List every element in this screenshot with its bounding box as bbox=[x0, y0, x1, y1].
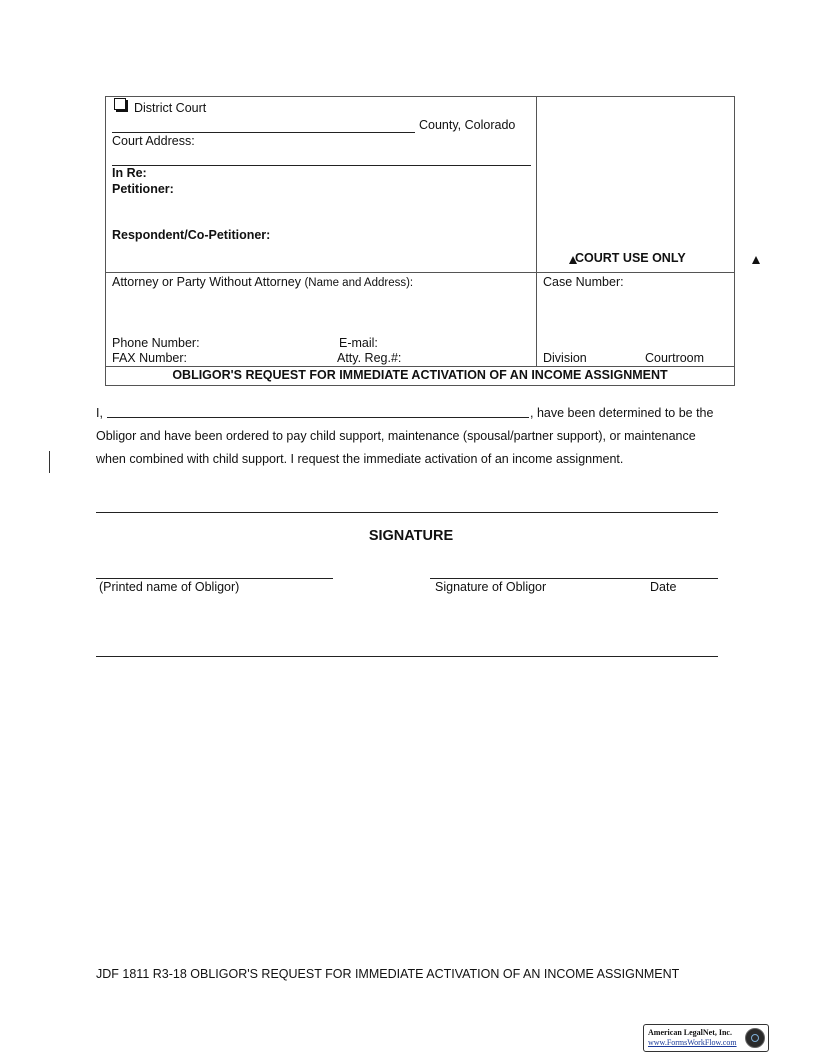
court-address-label: Court Address: bbox=[112, 134, 195, 148]
case-number-label: Case Number: bbox=[543, 275, 624, 289]
court-use-only-label: COURT USE ONLY bbox=[575, 251, 686, 265]
email-label: E-mail: bbox=[339, 336, 378, 350]
top-signature-rule bbox=[96, 512, 718, 513]
body-line1-prefix: I, bbox=[96, 406, 103, 420]
caption-divider-vertical bbox=[536, 96, 537, 367]
respondent-label: Respondent/Co-Petitioner: bbox=[112, 228, 271, 242]
fax-number-label: FAX Number: bbox=[112, 351, 188, 365]
atty-reg-label: Atty. Reg.#: bbox=[337, 351, 402, 365]
courtroom-label: Courtroom bbox=[645, 351, 705, 365]
text-cursor bbox=[49, 451, 50, 473]
court-address-line[interactable] bbox=[112, 165, 531, 166]
in-re-label: In Re: bbox=[112, 166, 147, 180]
signature-date-line[interactable] bbox=[430, 578, 718, 579]
county-name-line[interactable] bbox=[112, 132, 415, 133]
logo-link[interactable]: www.FormsWorkFlow.com bbox=[648, 1038, 737, 1047]
division-label: Division bbox=[543, 351, 587, 365]
signature-heading: SIGNATURE bbox=[368, 528, 454, 544]
signature-label: Signature of Obligor bbox=[435, 580, 547, 594]
petitioner-label: Petitioner: bbox=[112, 182, 174, 196]
body-line3: when combined with child support. I request the immediate activation of an income assignment. bbox=[96, 452, 624, 466]
body-line2: Obligor and have been ordered to pay child support, maintenance (spousal/partner support), or maintenance bbox=[96, 429, 696, 443]
county-colorado-label: County, Colorado bbox=[419, 118, 516, 132]
body-line1-suffix: , have been determined to be the bbox=[530, 406, 714, 420]
caption-divider-title bbox=[105, 366, 735, 367]
attorney-label bbox=[112, 275, 413, 289]
attorney-label-text: Attorney or Party Without Attorney bbox=[112, 275, 301, 289]
attorney-sub-label: (Name and Address): bbox=[304, 277, 414, 289]
obligor-name-line[interactable] bbox=[107, 417, 529, 418]
form-id-footer: JDF 1811 R3-18 OBLIGOR'S REQUEST FOR IMMEDIATE ACTIVATION OF AN INCOME ASSIGNMENT bbox=[96, 967, 680, 981]
form-title: OBLIGOR'S REQUEST FOR IMMEDIATE ACTIVATION OF AN INCOME ASSIGNMENT bbox=[172, 368, 668, 382]
district-court-label: District Court bbox=[134, 101, 207, 115]
date-label: Date bbox=[650, 580, 677, 594]
up-arrow-icon bbox=[752, 256, 760, 264]
printed-name-line[interactable] bbox=[96, 578, 333, 579]
printed-name-label: (Printed name of Obligor) bbox=[99, 580, 240, 594]
phone-number-label: Phone Number: bbox=[112, 336, 200, 350]
district-court-checkbox[interactable] bbox=[114, 98, 126, 110]
legalnet-logo[interactable] bbox=[643, 1024, 769, 1052]
logo-line1: American LegalNet, Inc. bbox=[648, 1028, 732, 1037]
globe-icon bbox=[745, 1028, 765, 1048]
caption-divider-middle bbox=[105, 272, 735, 273]
bottom-signature-rule bbox=[96, 656, 718, 657]
